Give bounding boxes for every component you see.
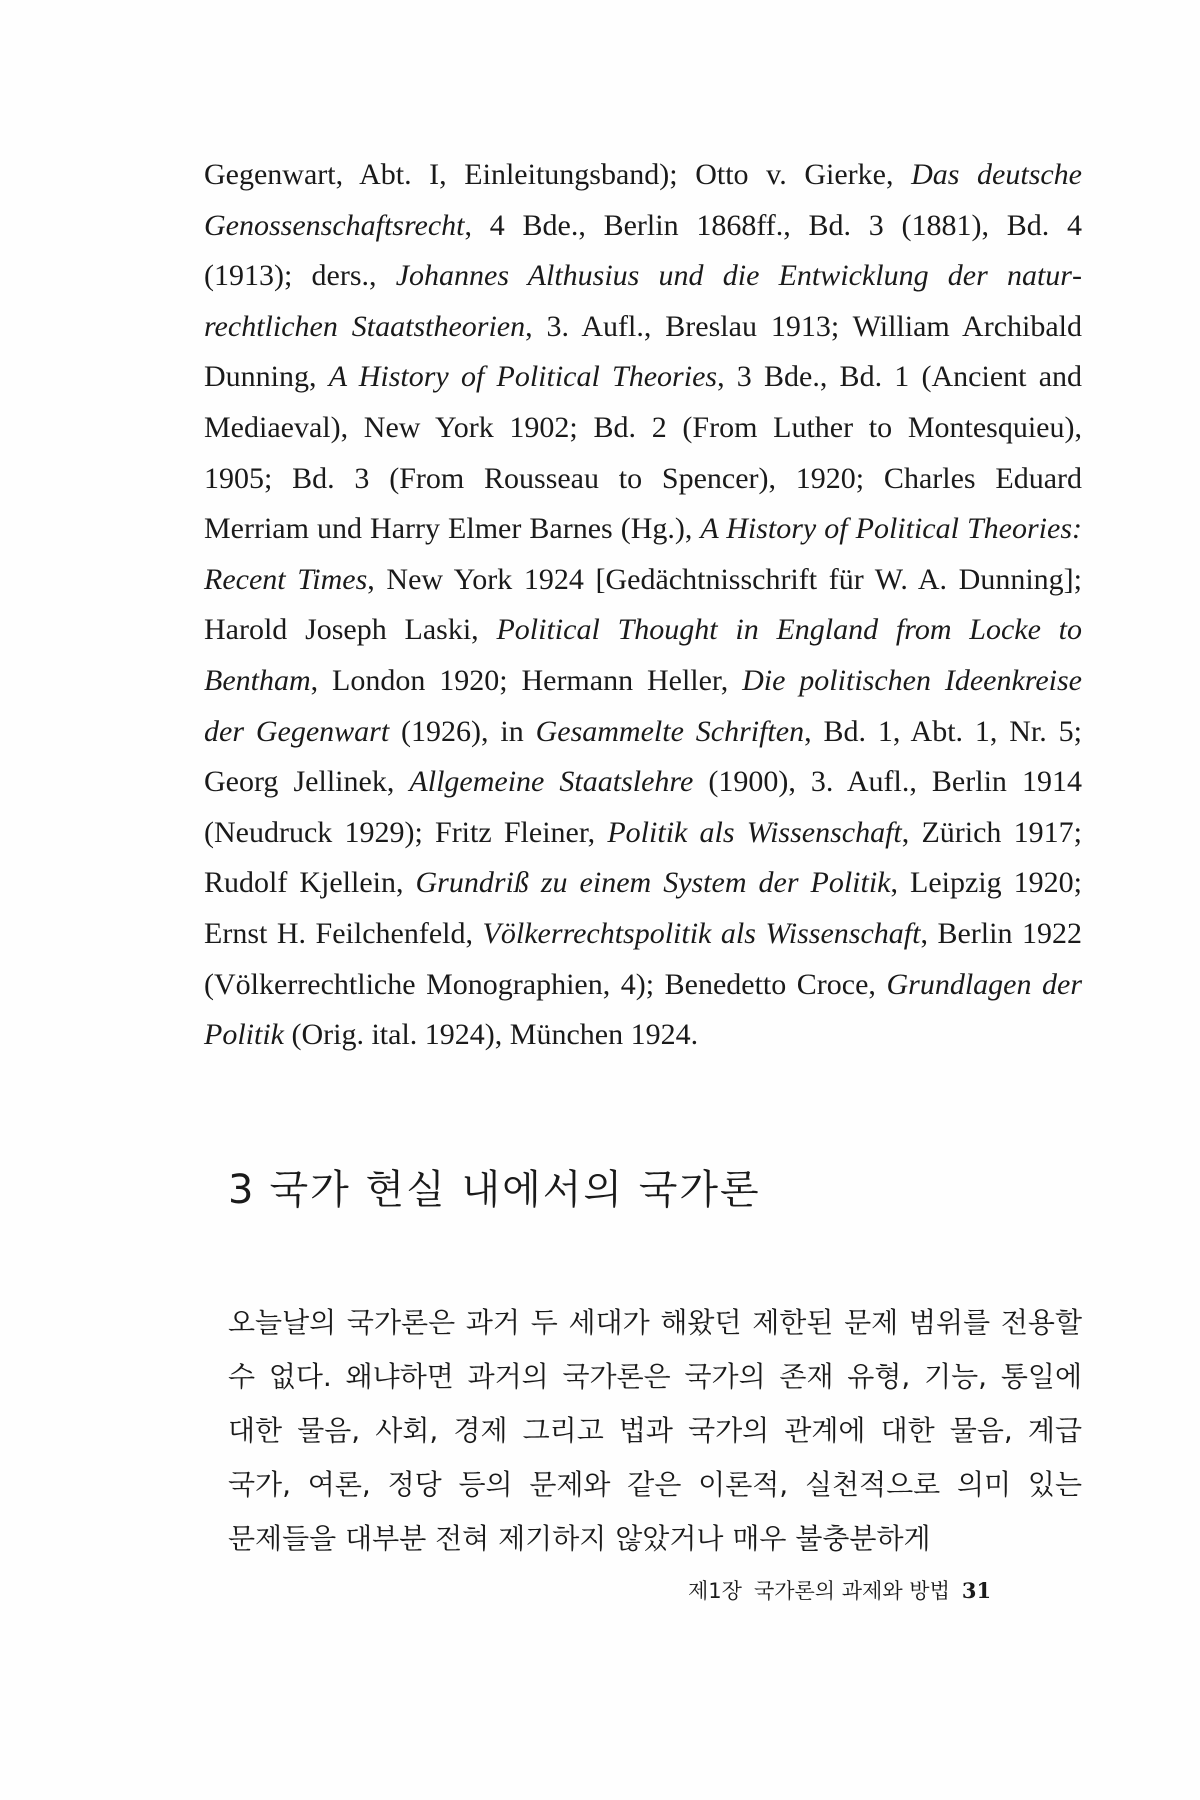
- citation-text: , 4 Bde., Berlin 1868ff., Bd. 3 (1881), Bd. 4 (1913); ders.,: [204, 208, 1082, 293]
- page-footer: [688, 1575, 991, 1605]
- work-title: Allgemeine Staatslehre: [409, 765, 694, 799]
- citation-text: Gegenwart, Abt. I, Einleitungsband); Otto v. Gierke,: [204, 158, 912, 191]
- citation-text: (1926), in: [389, 714, 536, 748]
- work-title: A History of Political Theories: Recent Times: [204, 512, 1082, 596]
- work-title: Grundlagen der Politik: [204, 967, 1083, 1052]
- citation-text: , 3. Aufl., Breslau 1913; William Archibald Dunning,: [204, 309, 1082, 394]
- section-title: 국가 현실 내에서의 국가론: [269, 1167, 761, 1213]
- section-number: 3: [228, 1167, 256, 1213]
- work-title: Johannes Althusius und die Entwicklung der naturrechtlichen Staatstheorien: [204, 259, 1082, 343]
- work-title: Gesammelte Schriften: [535, 714, 805, 748]
- citation-text: , Bd. 1, Abt. 1, Nr. 5; Georg Jellinek,: [204, 714, 1082, 799]
- citation-text: , Berlin 1922 (Völkerrechtliche Monographien, 4); Benedetto Croce,: [204, 916, 1083, 1001]
- work-title: Grundriß zu einem System der Politik: [415, 866, 891, 900]
- citation-text: , Leipzig 1920; Ernst H. Feilchenfeld,: [204, 866, 1082, 950]
- bibliography-paragraph: [204, 150, 1082, 1061]
- work-title: A History of Political Theories: [328, 360, 718, 394]
- footer-chapter-title: 국가론의 과제와 방법: [753, 1579, 950, 1603]
- page-number: 31: [961, 1578, 992, 1603]
- citation-text: , Zürich 1917; Rudolf Kjellein,: [204, 815, 1082, 900]
- work-title: Political Thought in England from Locke to Bentham: [204, 613, 1083, 697]
- work-title: Politik als Wissenschaft: [607, 815, 902, 849]
- footer-chapter-label: 제1장: [688, 1579, 742, 1603]
- citation-text: (1900), 3. Aufl., Berlin 1914 (Neudruck 1929); Fritz Fleiner,: [204, 765, 1082, 849]
- citation-text: , New York 1924 [Gedächtnisschrift für W. A. Dunning]; Harold Joseph Laski,: [204, 562, 1082, 647]
- citation-text: (Orig. ital. 1924), München 1924.: [283, 1018, 699, 1052]
- work-title: Die politischen Ideenkreise der Gegenwart: [204, 663, 1082, 748]
- citation-text: , London 1920; Hermann Heller,: [310, 663, 743, 697]
- section-heading: [228, 1158, 761, 1215]
- body-paragraph: 오늘날의 국가론은 과거 두 세대가 해왔던 제한된 문제 범위를 전용할 수 없다. 왜냐하면 과거의 국가론은 국가의 존재 유형, 기능, 통일에 대한 물음, 사회, 경제 그리고 법과 국가의 관계에 대한 물음, 계급 국가, 여론, 정당 등의 문제와 같은 이론적, 실천적으로 의미 있는 문제들을 대부분 전혀 제기하지 않았거나 매우 불충분하게: [228, 1306, 1082, 1555]
- work-title: Völkerrechtspolitik als Wissenschaft: [482, 916, 921, 950]
- work-title: Das deutsche Genossenschaftsrecht: [204, 158, 1082, 242]
- citation-text: , 3 Bde., Bd. 1 (Ancient and Mediaeval), New York 1902; Bd. 2 (From Luther to Montesquieu), 1905; Bd. 3 (From Rousseau to Spencer), 1920; Charles Eduard Merriam und Harry Elmer Barnes (Hg.),: [204, 360, 1083, 546]
